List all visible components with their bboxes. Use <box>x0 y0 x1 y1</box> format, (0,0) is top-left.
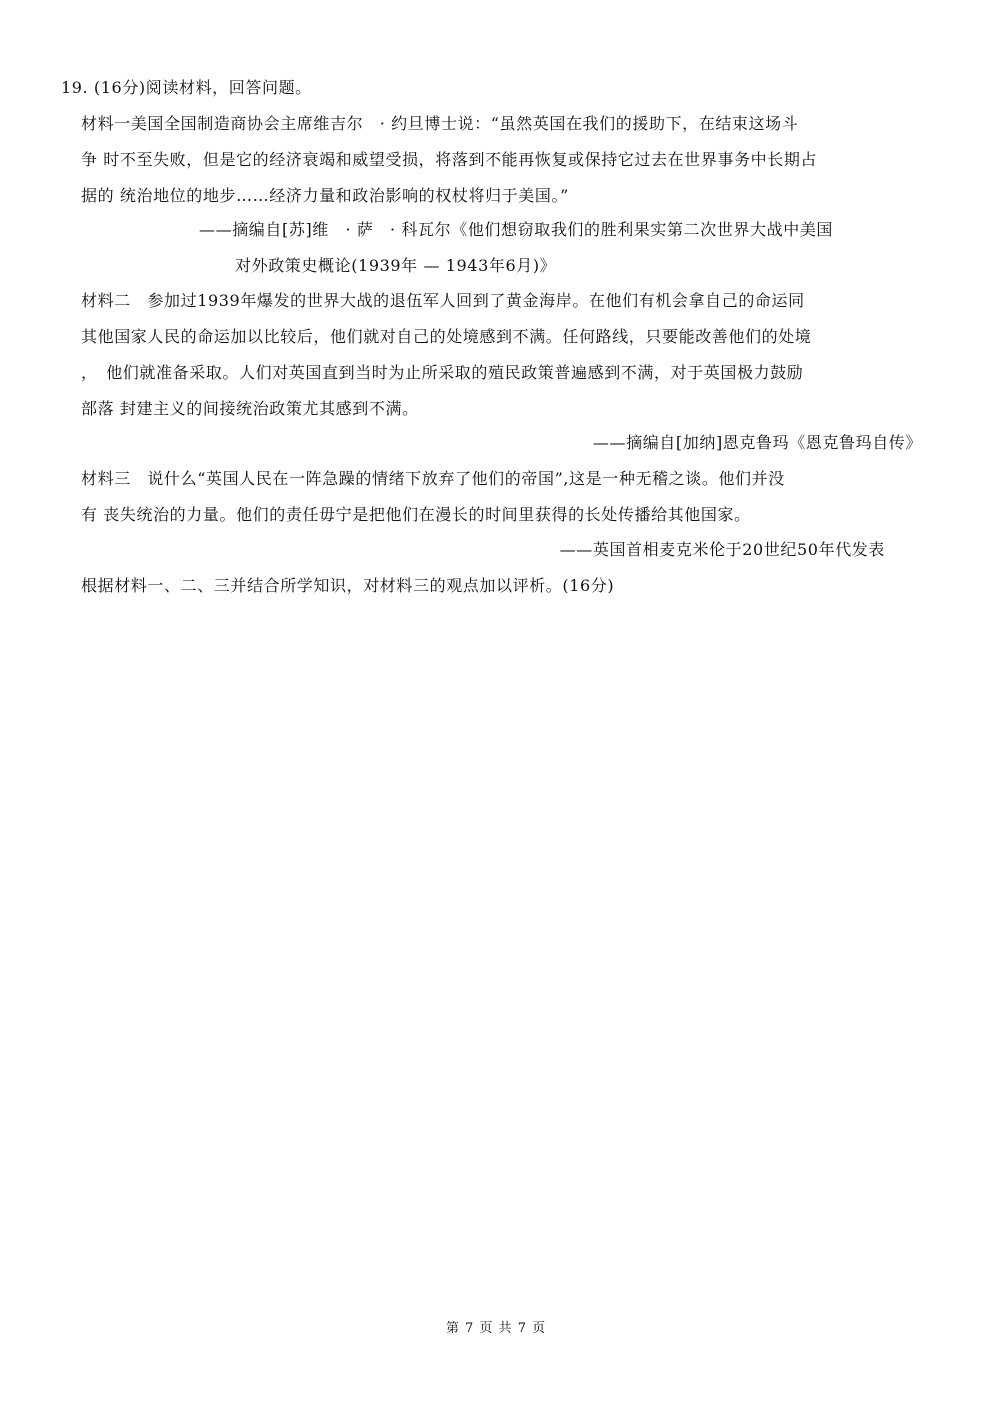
question-prompt: 根据材料一、二、三并结合所学知识，对材料三的观点加以评析。(16分) <box>81 576 615 595</box>
material-1-line-3: 据的 统治地位的地步……经济力量和政治影响的权杖将归于美国。” <box>81 186 569 205</box>
question-header: 19. (16分)阅读材料，回答问题。 <box>61 78 312 97</box>
material-1-source-line-2: 对外政策史概论(1939年 — 1943年6月)》 <box>235 256 557 275</box>
material-1-line-1: 材料一美国全国制造商协会主席维吉尔 · 约旦博士说：“虽然英国在我们的援助下，在结束这场斗 <box>81 114 799 133</box>
material-2-line-1: 材料二 参加过1939年爆发的世界大战的退伍军人回到了黄金海岸。在他们有机会拿自己的命运同 <box>81 291 805 310</box>
page-number: 第 7 页 共 7 页 <box>445 1321 547 1336</box>
material-2-line-2: 其他国家人民的命运加以比较后，他们就对自己的处境感到不满。任何路线，只要能改善他们的处境 <box>81 327 812 346</box>
material-1-line-2: 争 时不至失败，但是它的经济衰竭和威望受损，将落到不能再恢复或保持它过去在世界事务中长期占 <box>81 150 818 169</box>
material-1-source-line-1: ——摘编自[苏]维 · 萨 · 科瓦尔《他们想窃取我们的胜利果实第二次世界大战中美国 <box>199 220 834 239</box>
material-3-line-2: 有 丧失统治的力量。他们的责任毋宁是把他们在漫长的时间里获得的长处传播给其他国家。 <box>81 505 751 524</box>
material-2-line-3: ， 他们就准备采取。人们对英国直到当时为止所采取的殖民政策普遍感到不满，对于英国极力鼓励 <box>81 363 804 382</box>
material-2-line-4: 部落 封建主义的间接统治政策尤其感到不满。 <box>81 399 419 418</box>
material-2-source: ——摘编自[加纳]恩克鲁玛《恩克鲁玛自传》 <box>592 433 922 452</box>
material-3-source: ——英国首相麦克米伦于20世纪50年代发表 <box>559 540 885 559</box>
material-3-line-1: 材料三 说什么“英国人民在一阵急躁的情绪下放弃了他们的帝国”,这是一种无稽之谈。他们并没 <box>81 469 785 488</box>
